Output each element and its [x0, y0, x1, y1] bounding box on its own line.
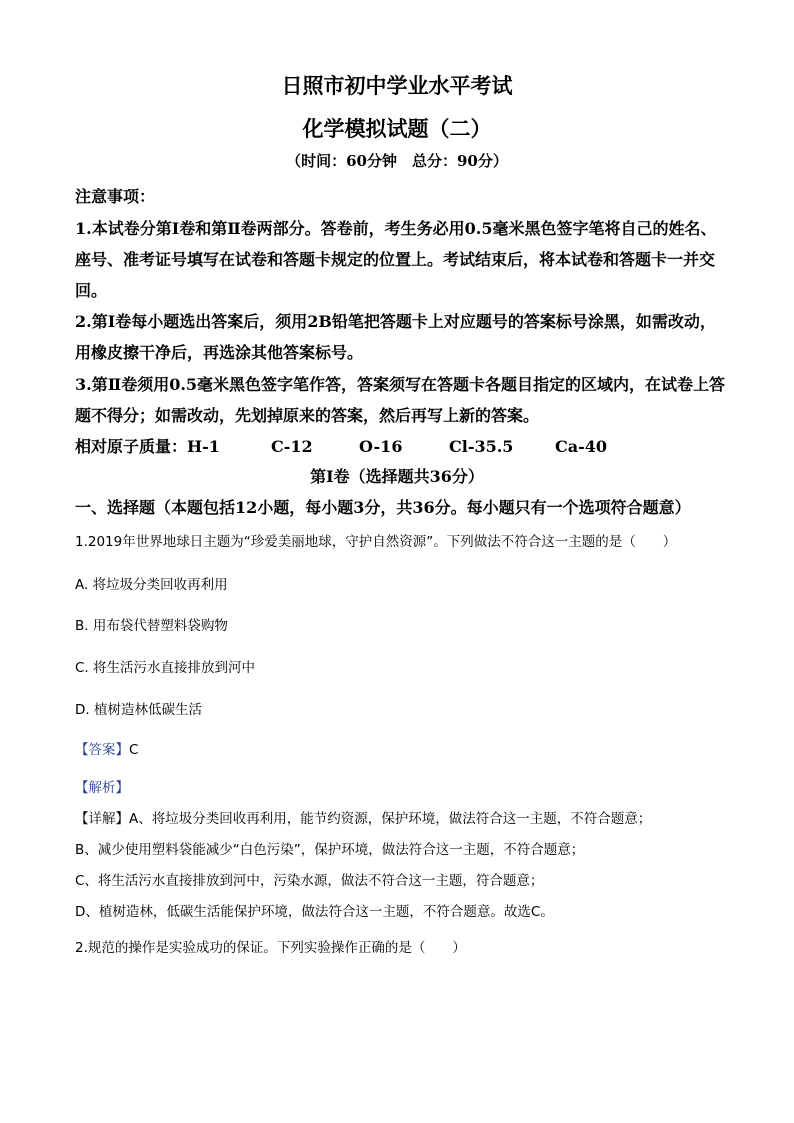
atomic-mass-label: 相对原子质量： — [75, 437, 188, 456]
exam-title: 日照市初中学业水平考试 — [281, 73, 513, 98]
notes-line: 3.第Ⅱ卷须用0.5毫米黑色签字笔作答，答案须写在答题卡各题目指定的区域内，在试卷上答 — [75, 375, 726, 394]
question-1-option-a: A. 将垃圾分类回收再利用 — [75, 577, 228, 593]
answer-row — [75, 738, 138, 758]
atomic-mass-item: Cl-35.5 — [449, 437, 514, 456]
section-title: 第Ⅰ卷（选择题共36分） — [310, 467, 484, 486]
question-1-option-b: B. 用布袋代替塑料袋购物 — [75, 618, 228, 634]
notes-line: 题不得分；如需改动，先划掉原来的答案，然后再写上新的答案。 — [75, 406, 540, 425]
exam-time-info: （时间：60分钟 总分：90分） — [286, 152, 508, 170]
analysis-line: B、减少使用塑料袋能减少“白色污染”，保护环境，做法符合这一主题，不符合题意； — [75, 842, 585, 858]
notes-line: 回。 — [75, 281, 108, 300]
atomic-mass-item: H-1 — [187, 437, 220, 456]
answer-value: C — [129, 742, 139, 758]
notes-heading: 注意事项： — [75, 187, 156, 206]
analysis-label — [75, 776, 129, 796]
analysis-line: 【详解】A、将垃圾分类回收再利用，能节约资源，保护环境，做法符合这一主题，不符合题意； — [75, 811, 652, 827]
notes-line: 2.第Ⅰ卷每小题选出答案后，须用2B铅笔把答题卡上对应题号的答案标号涂黑，如需改动， — [75, 312, 716, 331]
atomic-mass-item: Ca-40 — [555, 437, 608, 456]
analysis-line: C、将生活污水直接排放到河中，污染水源，做法不符合这一主题，符合题意； — [75, 873, 544, 889]
question-1-option-c: C. 将生活污水直接排放到河中 — [75, 660, 256, 676]
question-2-stem: 2.规范的操作是实验成功的保证。下列实验操作正确的是（ ） — [75, 940, 466, 956]
question-1-stem: 1.2019年世界地球日主题为“珍爱美丽地球，守护自然资源”。下列做法不符合这一主题的是（ ） — [75, 534, 677, 550]
notes-line: 1.本试卷分第Ⅰ卷和第Ⅱ卷两部分。答卷前，考生务必用0.5毫米黑色签字笔将自己的姓名、 — [75, 219, 717, 238]
analysis-label-text: 【解析】 — [75, 780, 129, 796]
notes-line: 用橡皮擦干净后，再选涂其他答案标号。 — [75, 343, 364, 362]
atomic-mass-item: O-16 — [359, 437, 403, 456]
notes-line: 座号、准考证号填写在试卷和答题卡规定的位置上。考试结束后，将本试卷和答题卡一并交 — [75, 250, 716, 269]
exam-subtitle: 化学模拟试题（二） — [302, 116, 492, 141]
answer-label: 【答案】 — [75, 742, 129, 758]
atomic-mass-row — [75, 434, 607, 457]
analysis-line: D、植树造林，低碳生活能保护环境，做法符合这一主题，不符合题意。故选C。 — [75, 904, 554, 920]
atomic-mass-item: C-12 — [271, 437, 313, 456]
section-instruction: 一、选择题（本题包括12小题，每小题3分，共36分。每小题只有一个选项符合题意） — [75, 498, 691, 517]
question-1-option-d: D. 植树造林低碳生活 — [75, 702, 202, 718]
